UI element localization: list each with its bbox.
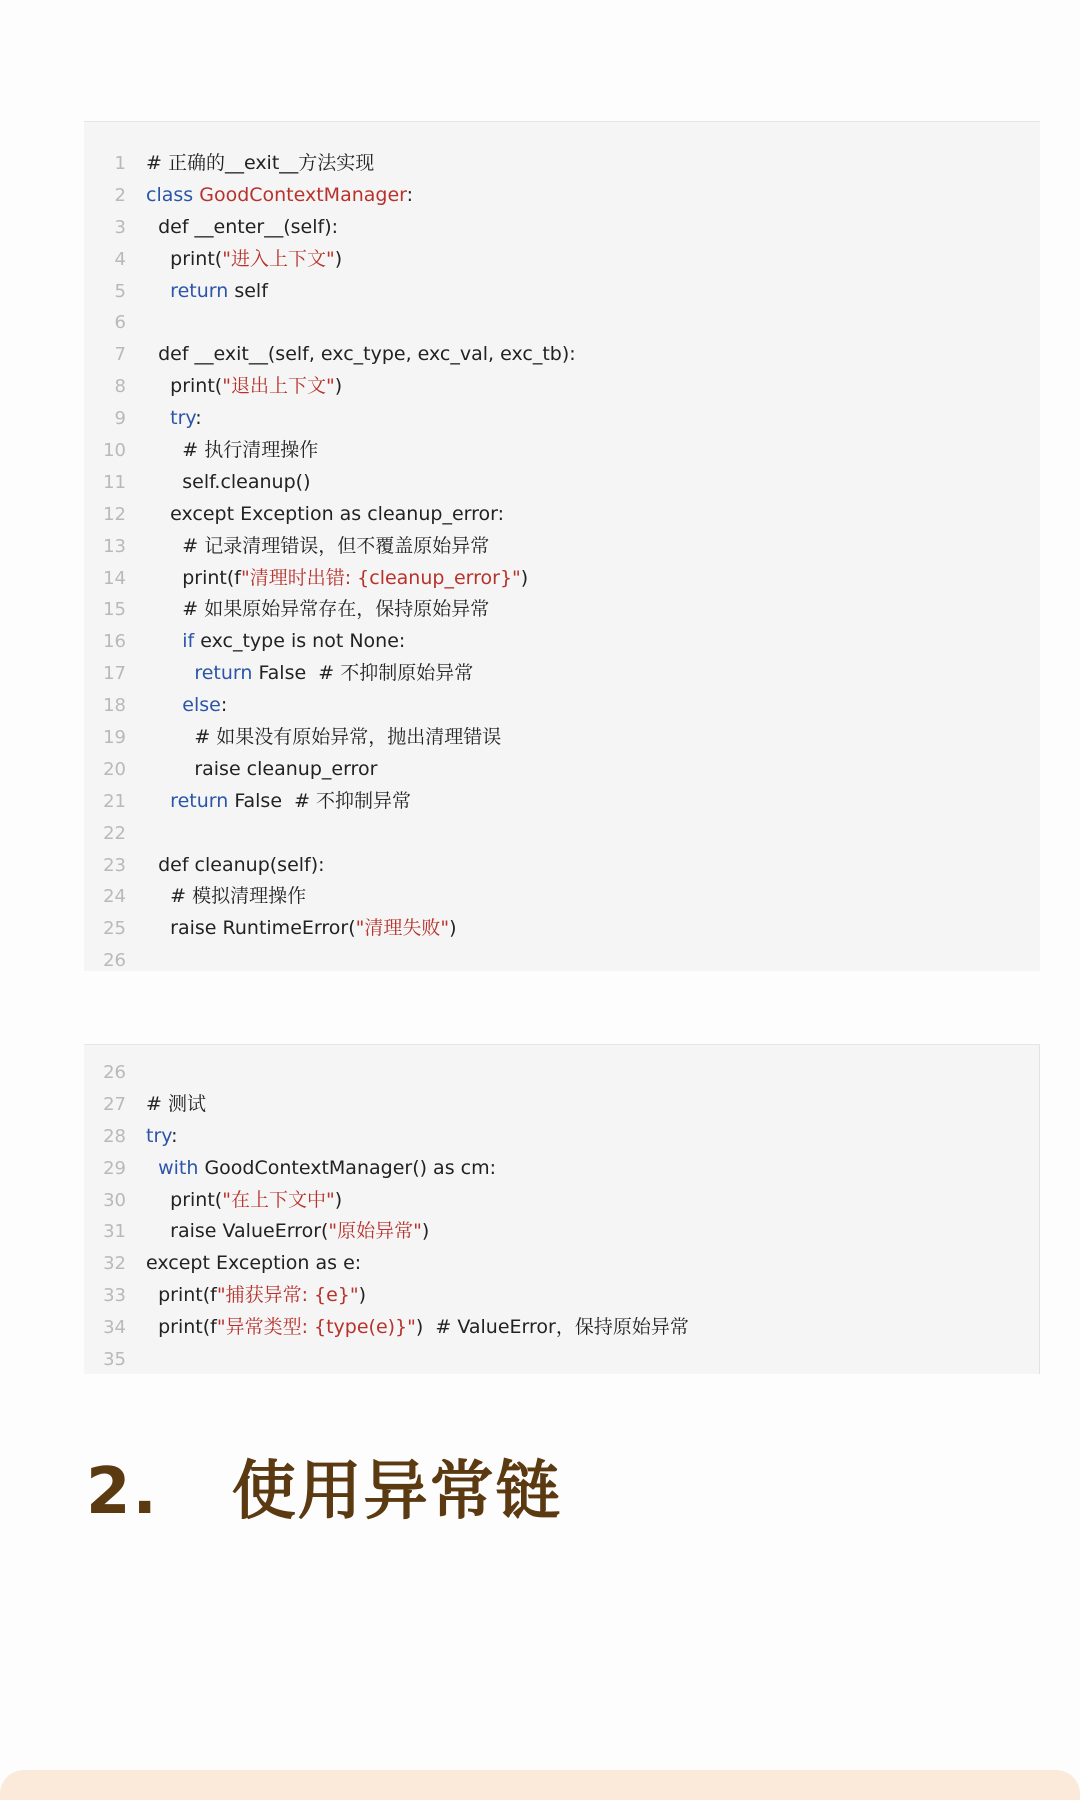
line-number: 22 — [103, 822, 126, 844]
line-number: 8 — [114, 376, 126, 398]
code-token: print(f — [146, 1284, 217, 1307]
code-token: # 记录清理错误，但不覆盖原始异常 — [146, 534, 490, 557]
code-token: ) — [358, 1284, 367, 1307]
code-line — [84, 690, 1040, 722]
code-line — [84, 435, 1040, 467]
code-text — [146, 658, 473, 690]
code-token: print( — [146, 1188, 223, 1211]
code-text — [146, 1185, 342, 1217]
code-token: # 执行清理操作 — [146, 439, 319, 462]
line-number: 24 — [103, 886, 126, 908]
code-text — [146, 1153, 496, 1185]
code-text — [146, 180, 413, 212]
code-token: print(f — [146, 1316, 217, 1339]
code-token: GoodContextManager — [199, 183, 407, 206]
code-token: def cleanup(self): — [146, 853, 325, 876]
code-text — [146, 850, 325, 882]
code-line — [84, 339, 1040, 371]
code-line — [84, 1216, 1039, 1248]
code-token: print( — [146, 375, 223, 398]
code-line — [84, 658, 1040, 690]
code-line — [84, 594, 1040, 626]
code-token: print(f — [146, 566, 241, 589]
code-text — [146, 148, 374, 180]
code-token: "清理失败" — [355, 917, 450, 940]
code-token: if — [182, 630, 195, 653]
code-block-test — [84, 1044, 1040, 1374]
section-heading: 2. 使用异常链 — [86, 1455, 562, 1529]
code-line — [84, 212, 1040, 244]
code-line — [84, 850, 1040, 882]
code-text — [146, 563, 528, 595]
code-token: return — [170, 279, 229, 302]
code-line — [84, 148, 1040, 180]
line-number: 14 — [103, 567, 126, 589]
line-number: 17 — [103, 663, 126, 685]
code-text — [146, 1089, 206, 1121]
line-number: 19 — [103, 727, 126, 749]
code-token: ) — [334, 375, 343, 398]
code-token: try — [170, 407, 196, 430]
code-token: # 正确的__exit__方法实现 — [146, 152, 375, 174]
line-number: 7 — [114, 344, 126, 366]
line-number: 28 — [103, 1125, 126, 1147]
line-number: 31 — [103, 1221, 126, 1243]
code-token: ) — [334, 247, 343, 270]
code-token: : — [220, 694, 228, 717]
line-number: 18 — [103, 695, 126, 717]
code-token — [146, 1157, 158, 1179]
code-text — [146, 1312, 689, 1344]
code-token: except Exception as cleanup_error: — [146, 502, 505, 525]
code-text — [146, 531, 489, 563]
code-line — [84, 1248, 1039, 1280]
code-token: "进入上下文" — [222, 247, 335, 270]
line-number: 21 — [103, 790, 126, 812]
code-token: # 如果没有原始异常，抛出清理错误 — [146, 726, 502, 749]
code-line — [84, 818, 1040, 850]
line-number: 9 — [114, 408, 126, 430]
code-line — [84, 913, 1040, 945]
code-line — [84, 1121, 1039, 1153]
code-line — [84, 626, 1040, 658]
code-line — [84, 531, 1040, 563]
code-text — [146, 1280, 366, 1312]
code-text — [146, 786, 411, 818]
code-token: else — [182, 694, 221, 717]
code-token: # 测试 — [146, 1092, 206, 1115]
line-number: 26 — [103, 1062, 126, 1083]
code-line — [84, 371, 1040, 403]
line-number: 30 — [103, 1189, 126, 1211]
code-text — [146, 244, 342, 276]
code-line — [84, 945, 1040, 977]
code-token — [146, 662, 194, 684]
code-text — [146, 626, 405, 658]
code-token: GoodContextManager() as cm: — [198, 1156, 496, 1179]
code-text — [146, 212, 338, 244]
code-token: def __exit__(self, exc_type, exc_val, exc_tb): — [146, 343, 576, 366]
code-line — [84, 1057, 1039, 1089]
code-text — [146, 913, 457, 945]
code-token: except Exception as e: — [146, 1252, 362, 1275]
code-token: "捕获异常: {e}" — [216, 1284, 359, 1307]
code-line — [84, 180, 1040, 212]
code-token: : — [195, 407, 202, 430]
bottom-decorative-band — [0, 1770, 1080, 1800]
code-token: # 如果原始异常存在，保持原始异常 — [146, 598, 490, 621]
code-line — [84, 467, 1040, 499]
code-text — [146, 1121, 178, 1153]
code-token: ) — [449, 917, 457, 940]
code-token: try — [146, 1124, 172, 1147]
code-line — [84, 307, 1040, 339]
code-text — [146, 276, 268, 308]
line-number: 1 — [114, 153, 126, 174]
code-token — [146, 630, 182, 652]
code-text — [146, 722, 501, 754]
code-token: False # 不抑制异常 — [228, 789, 412, 812]
line-number: 3 — [114, 216, 126, 238]
code-text — [146, 403, 202, 435]
code-line — [84, 563, 1040, 595]
code-line — [84, 881, 1040, 913]
code-token — [146, 790, 170, 812]
code-text — [146, 339, 576, 371]
code-token: : — [171, 1124, 178, 1147]
code-token: "退出上下文" — [222, 375, 335, 398]
line-number: 34 — [103, 1317, 126, 1339]
line-number: 32 — [103, 1253, 126, 1275]
code-text — [146, 881, 306, 913]
code-text — [146, 594, 489, 626]
code-line — [84, 754, 1040, 786]
code-token — [146, 407, 170, 429]
line-number: 33 — [103, 1285, 126, 1307]
code-block-context-manager — [84, 121, 1040, 971]
code-line — [84, 1185, 1039, 1217]
line-number: 26 — [103, 950, 126, 972]
code-text — [146, 371, 342, 403]
code-line — [84, 1312, 1039, 1344]
code-token: with — [158, 1156, 199, 1179]
code-token: ) # ValueError，保持原始异常 — [415, 1316, 689, 1339]
code-token: : — [406, 183, 414, 206]
line-number: 16 — [103, 631, 126, 653]
code-token: return — [194, 662, 253, 685]
code-line — [84, 244, 1040, 276]
code-token — [146, 694, 182, 716]
code-token: raise RuntimeError( — [146, 917, 356, 940]
code-line — [84, 403, 1040, 435]
code-text — [146, 467, 310, 499]
line-number: 10 — [103, 440, 126, 462]
code-line — [84, 722, 1040, 754]
code-line — [84, 786, 1040, 818]
code-text — [146, 1216, 429, 1248]
code-line — [84, 276, 1040, 308]
code-token: raise cleanup_error — [146, 757, 378, 780]
line-number: 2 — [114, 184, 126, 206]
line-number: 20 — [103, 758, 126, 780]
code-text — [146, 690, 227, 722]
line-number: 4 — [114, 248, 126, 270]
line-number: 13 — [103, 535, 126, 557]
code-text — [146, 499, 504, 531]
line-number: 6 — [114, 312, 126, 334]
code-token: print( — [146, 247, 223, 270]
code-token — [146, 280, 170, 302]
code-line — [84, 1089, 1039, 1121]
code-token: "异常类型: {type(e)}" — [216, 1316, 416, 1339]
code-token: raise ValueError( — [146, 1220, 329, 1243]
line-number: 29 — [103, 1157, 126, 1179]
code-token: exc_type is not None: — [194, 630, 406, 653]
code-line — [84, 499, 1040, 531]
line-number: 35 — [103, 1349, 126, 1371]
code-line — [84, 1280, 1039, 1312]
line-number: 23 — [103, 854, 126, 876]
line-number: 25 — [103, 918, 126, 940]
code-token: self — [228, 279, 268, 302]
code-line — [84, 1344, 1039, 1376]
code-token: False # 不抑制原始异常 — [252, 662, 474, 685]
code-token: "原始异常" — [328, 1220, 422, 1243]
line-number: 27 — [103, 1093, 126, 1115]
code-token: # 模拟清理操作 — [146, 885, 307, 908]
code-token: ) — [334, 1188, 343, 1211]
line-number: 5 — [114, 280, 126, 302]
code-token: ) — [520, 566, 529, 589]
code-text — [146, 1248, 361, 1280]
line-number: 11 — [103, 471, 126, 493]
code-token: return — [170, 789, 229, 812]
code-token: ) — [421, 1220, 430, 1243]
code-token: "清理时出错: {cleanup_error}" — [240, 566, 521, 589]
line-number: 12 — [103, 503, 126, 525]
code-text — [146, 754, 377, 786]
code-token: class — [146, 183, 200, 206]
line-number: 15 — [103, 599, 126, 621]
code-text — [146, 435, 318, 467]
code-token: self.cleanup() — [146, 470, 311, 493]
code-token: "在上下文中" — [222, 1188, 335, 1211]
code-line — [84, 1153, 1039, 1185]
code-token: def __enter__(self): — [146, 215, 339, 238]
